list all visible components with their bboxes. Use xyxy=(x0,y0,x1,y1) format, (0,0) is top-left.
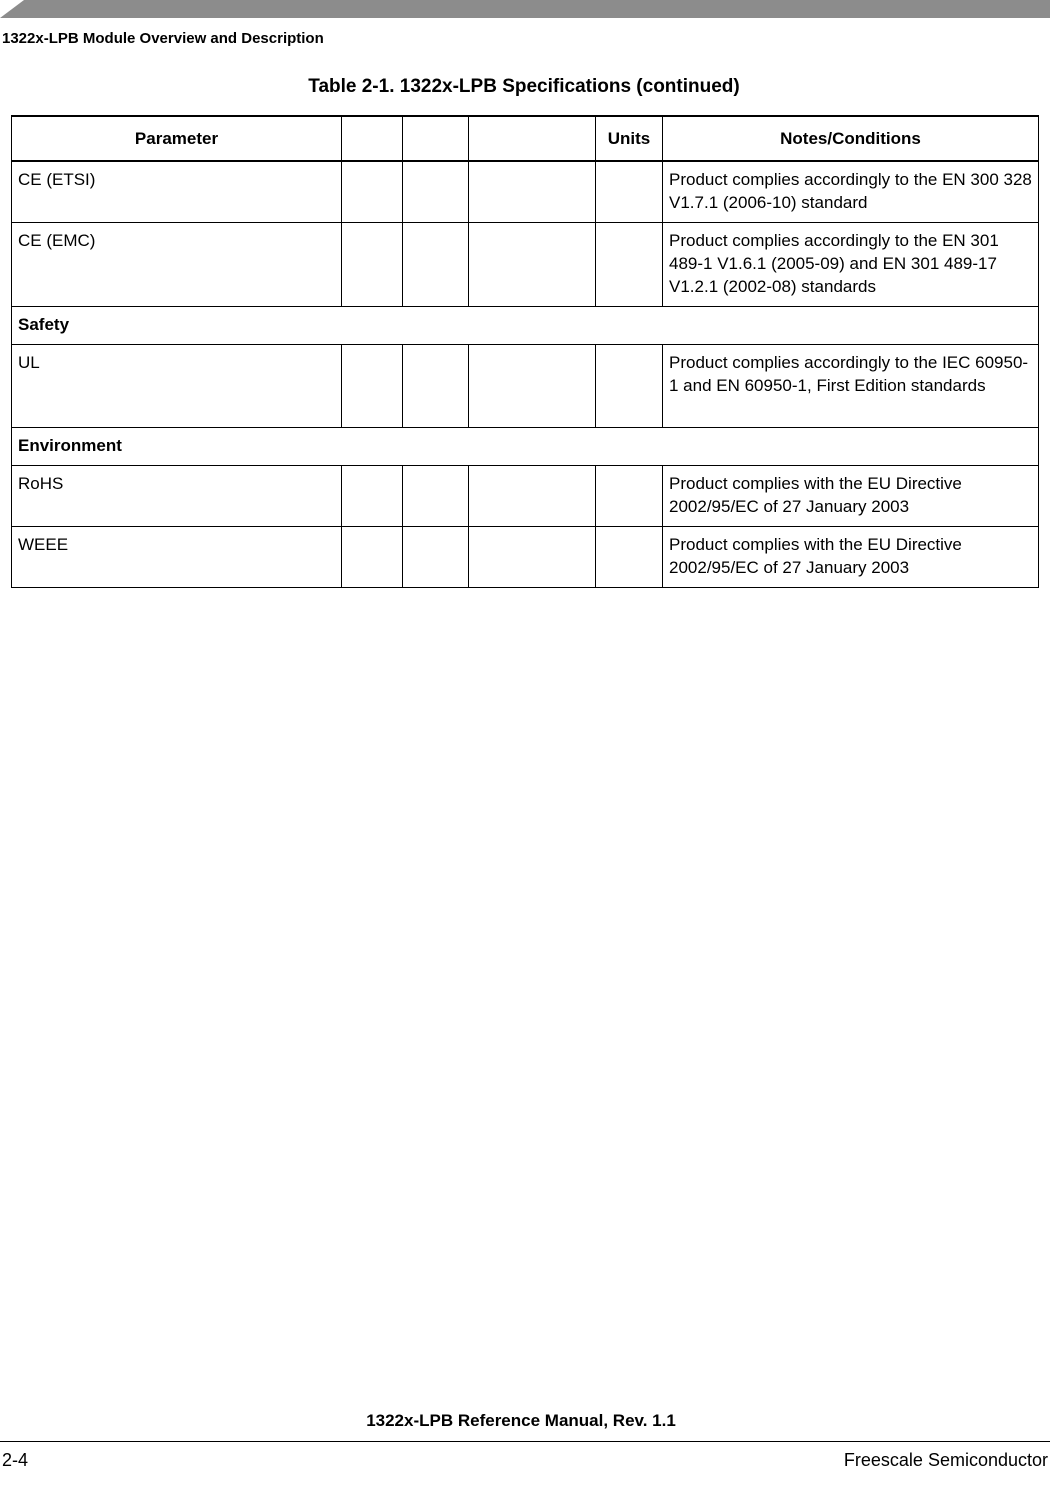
table-row xyxy=(12,223,1039,307)
table-row xyxy=(12,466,1039,527)
value-cell xyxy=(469,161,596,223)
section-row xyxy=(12,428,1039,466)
section-row xyxy=(12,307,1039,345)
units-cell xyxy=(596,161,663,223)
table-row xyxy=(12,527,1039,588)
header-blank-1 xyxy=(342,116,403,161)
table-header-row xyxy=(12,116,1039,161)
value-cell xyxy=(469,223,596,307)
company-name: Freescale Semiconductor xyxy=(843,1450,1048,1470)
units-cell xyxy=(596,527,663,588)
units-cell xyxy=(596,345,663,428)
units-cell xyxy=(596,223,663,307)
parameter-cell: RoHS xyxy=(12,466,342,527)
header-blank-3 xyxy=(469,116,596,161)
value-cell xyxy=(342,345,403,428)
table-title: Table 2-1. 1322x-LPB Specifications (continued) xyxy=(308,76,740,97)
parameter-cell: WEEE xyxy=(12,527,342,588)
section-label-environment: Environment xyxy=(12,428,1039,466)
notes-cell: Product complies accordingly to the IEC 60950-1 and EN 60950-1, First Edition standards xyxy=(663,345,1039,428)
value-cell xyxy=(342,161,403,223)
footer-divider xyxy=(0,1441,1050,1442)
header-units: Units xyxy=(596,116,663,161)
specifications-table xyxy=(11,115,1039,588)
value-cell xyxy=(403,345,469,428)
units-cell xyxy=(596,466,663,527)
section-label-safety: Safety xyxy=(12,307,1039,345)
value-cell xyxy=(342,466,403,527)
value-cell xyxy=(342,527,403,588)
table-row xyxy=(12,161,1039,223)
value-cell xyxy=(342,223,403,307)
section-header: 1322x-LPB Module Overview and Description xyxy=(2,30,324,47)
header-notes: Notes/Conditions xyxy=(663,116,1039,161)
value-cell xyxy=(469,345,596,428)
notes-cell: Product complies with the EU Directive 2002/95/EC of 27 January 2003 xyxy=(663,527,1039,588)
page-number: 2-4 xyxy=(2,1450,29,1470)
parameter-cell: CE (ETSI) xyxy=(12,161,342,223)
notes-cell: Product complies accordingly to the EN 301 489-1 V1.6.1 (2005-09) and EN 301 489-17 V1.2.1 (2002-08) standards xyxy=(663,223,1039,307)
notes-cell: Product complies accordingly to the EN 300 328 V1.7.1 (2006-10) standard xyxy=(663,161,1039,223)
value-cell xyxy=(469,466,596,527)
value-cell xyxy=(403,223,469,307)
value-cell xyxy=(403,161,469,223)
header-bar xyxy=(0,0,1050,18)
value-cell xyxy=(403,527,469,588)
table-row xyxy=(12,345,1039,428)
header-parameter: Parameter xyxy=(12,116,342,161)
parameter-cell: UL xyxy=(12,345,342,428)
header-blank-2 xyxy=(403,116,469,161)
notes-cell: Product complies with the EU Directive 2002/95/EC of 27 January 2003 xyxy=(663,466,1039,527)
value-cell xyxy=(403,466,469,527)
value-cell xyxy=(469,527,596,588)
parameter-cell: CE (EMC) xyxy=(12,223,342,307)
manual-title: 1322x-LPB Reference Manual, Rev. 1.1 xyxy=(366,1411,676,1430)
